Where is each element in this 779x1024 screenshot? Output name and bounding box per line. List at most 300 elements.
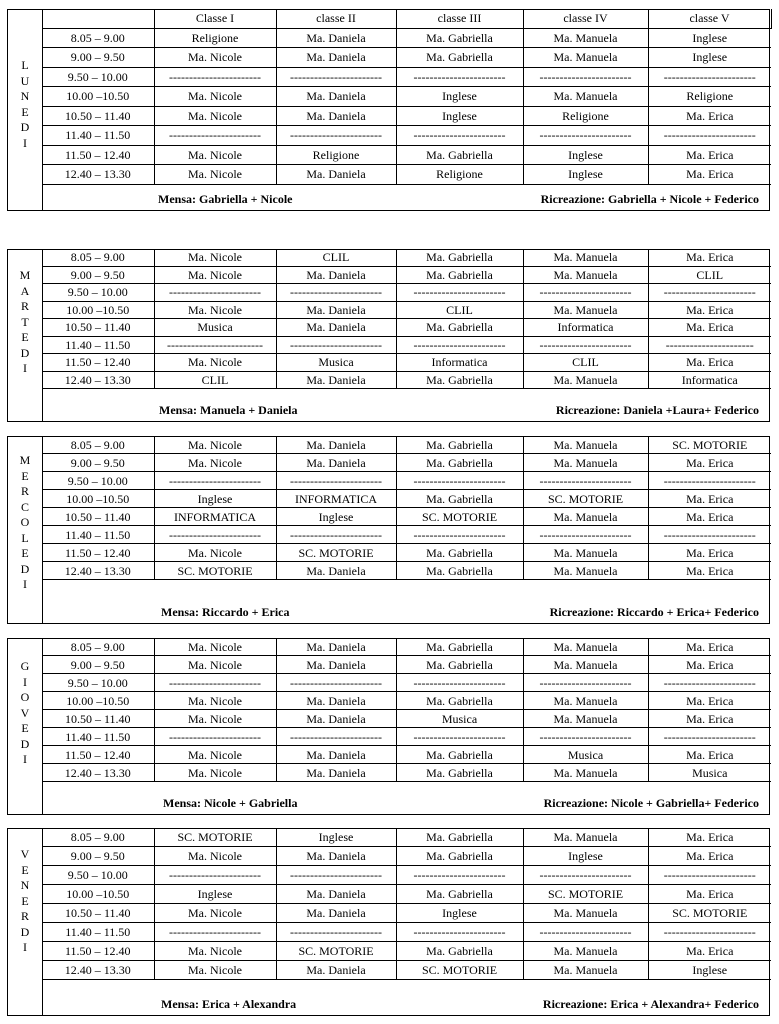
schedule-cell: Ma. Erica [648, 301, 771, 319]
time-slot: 9.50 – 10.00 [42, 674, 154, 692]
schedule-cell: Religione [276, 145, 396, 165]
schedule-cell: ----------------------- [396, 728, 523, 746]
schedule-cell: ----------------------- [154, 67, 276, 87]
schedule-cell: Ma. Daniela [276, 904, 396, 923]
day-footer [42, 603, 769, 623]
schedule-cell: ----------------------- [396, 67, 523, 87]
schedule-cell: Ma. Gabriella [396, 490, 523, 508]
schedule-cell: ----------------------- [523, 67, 648, 87]
mensa-note: Mensa: Riccardo + Erica [161, 605, 290, 619]
day-letter: M [19, 453, 31, 467]
break-row [42, 526, 771, 544]
day-footer [42, 794, 769, 814]
schedule-cell: ----------------------- [154, 126, 276, 146]
day-footer [42, 190, 769, 210]
schedule-cell: SC. MOTORIE [154, 828, 276, 847]
schedule-table [42, 828, 771, 980]
day-letter: I [23, 361, 27, 375]
schedule-cell: Religione [396, 165, 523, 185]
day-letter: N [20, 89, 30, 103]
day-block [7, 828, 770, 1016]
schedule-table [42, 436, 771, 580]
schedule-cell: Ma. Manuela [523, 904, 648, 923]
schedule-cell: Ma. Daniela [276, 319, 396, 337]
schedule-cell: Inglese [276, 828, 396, 847]
schedule-cell: ----------------------- [154, 526, 276, 544]
schedule-cell: Inglese [276, 508, 396, 526]
schedule-cell: Informatica [523, 319, 648, 337]
schedule-cell: ----------------------- [648, 126, 771, 146]
schedule-cell: ----------------------- [523, 284, 648, 302]
schedule-cell: ----------------------- [396, 674, 523, 692]
time-slot: 12.40 – 13.30 [42, 562, 154, 580]
day-letter: E [21, 330, 29, 344]
schedule-cell: Ma. Nicole [154, 249, 276, 266]
break-row [42, 67, 771, 87]
lesson-row [42, 165, 771, 185]
day-letter: D [20, 736, 30, 751]
time-slot: 9.00 – 9.50 [42, 847, 154, 866]
schedule-cell: CLIL [276, 249, 396, 266]
schedule-cell: Ma. Erica [648, 508, 771, 526]
schedule-cell: Ma. Erica [648, 828, 771, 847]
schedule-cell: SC. MOTORIE [396, 961, 523, 980]
ricreazione-note: Ricreazione: Daniela +Laura+ Federico [555, 403, 759, 417]
day-letter: R [20, 299, 29, 313]
schedule-cell: SC. MOTORIE [154, 562, 276, 580]
schedule-cell: Ma. Daniela [276, 656, 396, 674]
schedule-cell: Inglese [648, 961, 771, 980]
day-name [8, 268, 42, 377]
day-letter: I [23, 577, 27, 591]
schedule-cell: Inglese [648, 28, 771, 48]
schedule-cell: ----------------------- [523, 674, 648, 692]
schedule-cell: Ma. Nicole [154, 638, 276, 656]
day-letter: E [21, 468, 29, 483]
day-letter: R [20, 909, 29, 923]
schedule-cell: Ma. Erica [648, 544, 771, 562]
schedule-cell: Ma. Gabriella [396, 656, 523, 674]
schedule-cell: Ma. Manuela [523, 266, 648, 284]
schedule-cell: Ma. Manuela [523, 436, 648, 454]
schedule-cell: ----------------------- [396, 126, 523, 146]
schedule-cell: Ma. Erica [648, 692, 771, 710]
time-slot: 10.50 – 11.40 [42, 710, 154, 728]
schedule-cell: Ma. Daniela [276, 885, 396, 904]
lesson-row [42, 249, 771, 266]
schedule-cell: Ma. Gabriella [396, 145, 523, 165]
time-slot: 10.50 – 11.40 [42, 106, 154, 126]
schedule-cell: Ma. Nicole [154, 354, 276, 372]
schedule-cell: Religione [523, 106, 648, 126]
ricreazione-note: Ricreazione: Erica + Alexandra+ Federico [542, 997, 759, 1011]
schedule-cell: Informatica [648, 371, 771, 389]
schedule-cell: Musica [276, 354, 396, 372]
class-header: classe IV [523, 9, 648, 28]
schedule-cell: ----------------------- [396, 923, 523, 942]
schedule-cell: Ma. Manuela [523, 961, 648, 980]
schedule-cell: Musica [154, 319, 276, 337]
schedule-cell: SC. MOTORIE [523, 885, 648, 904]
schedule-cell: Ma. Erica [648, 942, 771, 961]
schedule-cell: ----------------------- [396, 284, 523, 302]
schedule-cell: ----------------------- [648, 923, 771, 942]
day-letter: E [21, 546, 29, 560]
schedule-cell: Ma. Daniela [276, 371, 396, 389]
lesson-row [42, 87, 771, 107]
day-name [8, 847, 42, 956]
day-letter: D [20, 345, 30, 360]
schedule-cell: SC. MOTORIE [523, 490, 648, 508]
schedule-cell: SC. MOTORIE [396, 508, 523, 526]
time-slot: 12.40 – 13.30 [42, 961, 154, 980]
day-letter: E [21, 893, 29, 908]
break-row [42, 728, 771, 746]
day-label-column [8, 250, 43, 421]
time-slot: 11.50 – 12.40 [42, 746, 154, 764]
schedule-cell: ----------------------- [276, 728, 396, 746]
schedule-cell: Ma. Manuela [523, 710, 648, 728]
schedule-cell: Ma. Erica [648, 145, 771, 165]
time-slot: 10.50 – 11.40 [42, 508, 154, 526]
schedule-cell: ----------------------- [523, 472, 648, 490]
schedule-cell: Ma. Manuela [523, 249, 648, 266]
schedule-cell: Ma. Gabriella [396, 847, 523, 866]
day-letter: I [23, 674, 27, 689]
day-label-column [8, 639, 43, 814]
schedule-cell: ----------------------- [276, 674, 396, 692]
schedule-cell: Ma. Gabriella [396, 692, 523, 710]
break-row [42, 866, 771, 885]
time-slot: 9.50 – 10.00 [42, 472, 154, 490]
schedule-cell: Ma. Manuela [523, 508, 648, 526]
schedule-cell: CLIL [523, 354, 648, 372]
break-row [42, 284, 771, 302]
day-letter: E [21, 721, 29, 735]
schedule-cell: Inglese [648, 48, 771, 68]
schedule-cell: ----------------------- [276, 67, 396, 87]
ricreazione-note: Ricreazione: Riccardo + Erica+ Federico [549, 605, 759, 619]
header-row [42, 9, 771, 28]
schedule-cell: Ma. Erica [648, 562, 771, 580]
schedule-cell: Ma. Manuela [523, 544, 648, 562]
schedule-cell: Ma. Nicole [154, 764, 276, 782]
schedule-cell: SC. MOTORIE [648, 904, 771, 923]
class-header: classe III [396, 9, 523, 28]
lesson-row [42, 710, 771, 728]
day-letter: E [21, 862, 29, 877]
lesson-row [42, 692, 771, 710]
time-slot: 9.00 – 9.50 [42, 454, 154, 472]
schedule-cell: SC. MOTORIE [276, 544, 396, 562]
schedule-cell: ----------------------- [154, 472, 276, 490]
schedule-cell: CLIL [648, 266, 771, 284]
lesson-row [42, 301, 771, 319]
schedule-cell: Ma. Nicole [154, 436, 276, 454]
schedule-cell: Ma. Daniela [276, 562, 396, 580]
schedule-cell: ----------------------- [648, 674, 771, 692]
schedule-cell: ---------------------- [648, 336, 771, 354]
time-slot: 11.50 – 12.40 [42, 942, 154, 961]
schedule-cell: Ma. Manuela [523, 371, 648, 389]
schedule-cell: Ma. Gabriella [396, 319, 523, 337]
schedule-cell: Ma. Erica [648, 710, 771, 728]
schedule-cell: ----------------------- [648, 866, 771, 885]
time-slot: 11.40 – 11.50 [42, 336, 154, 354]
schedule-cell: ----------------------- [154, 284, 276, 302]
lesson-row [42, 847, 771, 866]
ricreazione-note: Ricreazione: Gabriella + Nicole + Federico [540, 192, 759, 206]
time-slot: 11.50 – 12.40 [42, 145, 154, 165]
schedule-cell: Ma. Gabriella [396, 48, 523, 68]
schedule-cell: Ma. Daniela [276, 746, 396, 764]
time-slot: 11.40 – 11.50 [42, 526, 154, 544]
schedule-cell: Ma. Nicole [154, 454, 276, 472]
day-block [7, 9, 770, 211]
schedule-cell: ----------------------- [523, 126, 648, 146]
schedule-cell: ----------------------- [154, 866, 276, 885]
schedule-cell: Ma. Erica [648, 490, 771, 508]
schedule-cell: Ma. Nicole [154, 48, 276, 68]
day-name [8, 453, 42, 593]
schedule-cell: Ma. Manuela [523, 656, 648, 674]
schedule-cell: Inglese [523, 165, 648, 185]
schedule-cell: CLIL [154, 371, 276, 389]
time-slot: 8.05 – 9.00 [42, 28, 154, 48]
day-letter: O [20, 690, 30, 704]
schedule-cell: Ma. Nicole [154, 301, 276, 319]
schedule-cell: Ma. Manuela [523, 638, 648, 656]
schedule-cell: Ma. Manuela [523, 828, 648, 847]
time-slot: 10.50 – 11.40 [42, 904, 154, 923]
schedule-cell: Ma. Erica [648, 885, 771, 904]
time-slot: 8.05 – 9.00 [42, 638, 154, 656]
schedule-cell: Ma. Gabriella [396, 454, 523, 472]
schedule-cell: Ma. Erica [648, 746, 771, 764]
day-letter: E [21, 104, 29, 119]
schedule-cell: SC. MOTORIE [648, 436, 771, 454]
lesson-row [42, 656, 771, 674]
schedule-cell: ----------------------- [276, 472, 396, 490]
day-letter: C [20, 499, 29, 514]
schedule-cell: Ma. Nicole [154, 961, 276, 980]
schedule-cell: ----------------------- [276, 336, 396, 354]
schedule-cell: Ma. Gabriella [396, 436, 523, 454]
schedule-cell: Ma. Gabriella [396, 28, 523, 48]
schedule-cell: Ma. Gabriella [396, 885, 523, 904]
lesson-row [42, 266, 771, 284]
schedule-cell: Ma. Erica [648, 165, 771, 185]
lesson-row [42, 454, 771, 472]
schedule-cell: ----------------------- [648, 728, 771, 746]
time-slot: 9.50 – 10.00 [42, 284, 154, 302]
schedule-cell: Ma. Manuela [523, 28, 648, 48]
time-slot: 8.05 – 9.00 [42, 436, 154, 454]
time-slot: 12.40 – 13.30 [42, 764, 154, 782]
schedule-cell: Religione [154, 28, 276, 48]
day-footer [42, 401, 769, 421]
schedule-cell: ----------------------- [523, 923, 648, 942]
schedule-table [42, 9, 772, 185]
schedule-cell: Ma. Nicole [154, 746, 276, 764]
schedule-cell: INFORMATICA [154, 508, 276, 526]
schedule-cell: ----------------------- [154, 674, 276, 692]
schedule-cell: Ma. Erica [648, 249, 771, 266]
schedule-cell: Ma. Nicole [154, 106, 276, 126]
schedule-cell: ----------------------- [276, 923, 396, 942]
time-slot: 9.00 – 9.50 [42, 656, 154, 674]
day-label-column [8, 437, 43, 623]
schedule-cell: Inglese [154, 490, 276, 508]
schedule-cell: Ma. Daniela [276, 266, 396, 284]
schedule-cell: Ma. Manuela [523, 764, 648, 782]
schedule-cell: Ma. Daniela [276, 28, 396, 48]
schedule-cell: SC. MOTORIE [276, 942, 396, 961]
lesson-row [42, 904, 771, 923]
schedule-cell: Ma. Manuela [523, 692, 648, 710]
day-label-column [8, 10, 43, 210]
schedule-cell: ----------------------- [648, 472, 771, 490]
schedule-cell: Ma. Manuela [523, 87, 648, 107]
schedule-cell: Ma. Manuela [523, 454, 648, 472]
lesson-row [42, 436, 771, 454]
time-slot: 12.40 – 13.30 [42, 165, 154, 185]
schedule-cell: Inglese [396, 87, 523, 107]
schedule-cell: Ma. Nicole [154, 87, 276, 107]
lesson-row [42, 828, 771, 847]
break-row [42, 674, 771, 692]
schedule-cell: ----------------------- [648, 67, 771, 87]
schedule-cell: ----------------------- [648, 526, 771, 544]
time-slot: 10.00 –10.50 [42, 87, 154, 107]
lesson-row [42, 508, 771, 526]
day-label-column [8, 829, 43, 1015]
day-letter: M [19, 268, 31, 282]
schedule-cell: Ma. Gabriella [396, 764, 523, 782]
day-footer [42, 995, 769, 1015]
schedule-cell: Ma. Daniela [276, 48, 396, 68]
schedule-cell: Ma. Daniela [276, 638, 396, 656]
lesson-row [42, 48, 771, 68]
schedule-cell: ----------------------- [276, 866, 396, 885]
day-letter: G [20, 659, 30, 673]
class-header: Classe I [154, 9, 276, 28]
time-slot: 9.00 – 9.50 [42, 48, 154, 68]
lesson-row [42, 961, 771, 980]
day-name [8, 659, 42, 768]
lesson-row [42, 490, 771, 508]
schedule-cell: Ma. Nicole [154, 544, 276, 562]
ricreazione-note: Ricreazione: Nicole + Gabriella+ Federico [543, 796, 759, 810]
day-letter: D [20, 120, 30, 134]
schedule-cell: Ma. Daniela [276, 847, 396, 866]
lesson-row [42, 885, 771, 904]
day-letter: V [20, 705, 30, 720]
schedule-cell: ----------------------- [523, 526, 648, 544]
time-slot: 10.00 –10.50 [42, 692, 154, 710]
schedule-cell: ----------------------- [396, 526, 523, 544]
day-block [7, 638, 770, 815]
schedule-cell: Ma. Nicole [154, 165, 276, 185]
day-letter: L [21, 58, 29, 72]
schedule-cell: Ma. Daniela [276, 764, 396, 782]
schedule-cell: Ma. Manuela [523, 942, 648, 961]
schedule-cell: ----------------------- [648, 284, 771, 302]
schedule-cell: Inglese [523, 847, 648, 866]
schedule-cell: Ma. Gabriella [396, 638, 523, 656]
schedule-cell: Ma. Daniela [276, 165, 396, 185]
schedule-cell: Ma. Gabriella [396, 544, 523, 562]
mensa-note: Mensa: Manuela + Daniela [159, 403, 298, 417]
schedule-cell: Informatica [396, 354, 523, 372]
schedule-cell: ----------------------- [523, 866, 648, 885]
schedule-cell: Ma. Gabriella [396, 562, 523, 580]
schedule-cell: Musica [396, 710, 523, 728]
time-slot: 8.05 – 9.00 [42, 249, 154, 266]
time-slot: 8.05 – 9.00 [42, 828, 154, 847]
schedule-cell: INFORMATICA [276, 490, 396, 508]
schedule-cell: Ma. Erica [648, 454, 771, 472]
day-letter: D [20, 924, 30, 939]
time-slot: 10.50 – 11.40 [42, 319, 154, 337]
schedule-cell: ------------------------ [154, 336, 276, 354]
schedule-cell: Ma. Gabriella [396, 942, 523, 961]
schedule-cell: Ma. Gabriella [396, 746, 523, 764]
schedule-cell: Ma. Manuela [523, 301, 648, 319]
lesson-row [42, 319, 771, 337]
break-row [42, 923, 771, 942]
lesson-row [42, 145, 771, 165]
schedule-cell: Ma. Erica [648, 354, 771, 372]
mensa-note: Mensa: Nicole + Gabriella [163, 796, 298, 810]
time-slot: 10.00 –10.50 [42, 490, 154, 508]
day-letter: U [20, 73, 30, 88]
day-name [8, 58, 42, 151]
day-letter: V [20, 847, 30, 861]
header-blank [42, 9, 154, 28]
lesson-row [42, 746, 771, 764]
day-letter: T [21, 314, 29, 329]
day-block [7, 249, 770, 422]
lesson-row [42, 28, 771, 48]
schedule-cell: Ma. Nicole [154, 266, 276, 284]
schedule-cell: Inglese [396, 904, 523, 923]
time-slot: 11.40 – 11.50 [42, 126, 154, 146]
class-header: classe II [276, 9, 396, 28]
day-letter: I [23, 135, 27, 150]
lesson-row [42, 544, 771, 562]
schedule-cell: Ma. Nicole [154, 692, 276, 710]
time-slot: 10.00 –10.50 [42, 301, 154, 319]
day-block [7, 436, 770, 624]
schedule-cell: Ma. Daniela [276, 710, 396, 728]
schedule-cell: Religione [648, 87, 771, 107]
time-slot: 11.40 – 11.50 [42, 728, 154, 746]
schedule-cell: Ma. Erica [648, 638, 771, 656]
time-slot: 9.00 – 9.50 [42, 266, 154, 284]
schedule-cell: ----------------------- [154, 923, 276, 942]
schedule-cell: Ma. Nicole [154, 847, 276, 866]
schedule-cell: ----------------------- [396, 866, 523, 885]
schedule-cell: Ma. Nicole [154, 145, 276, 165]
schedule-cell: Ma. Manuela [523, 48, 648, 68]
schedule-table [42, 638, 771, 782]
break-row [42, 336, 771, 354]
lesson-row [42, 354, 771, 372]
schedule-cell: Musica [523, 746, 648, 764]
mensa-note: Mensa: Erica + Alexandra [161, 997, 297, 1011]
schedule-cell: Ma. Gabriella [396, 371, 523, 389]
